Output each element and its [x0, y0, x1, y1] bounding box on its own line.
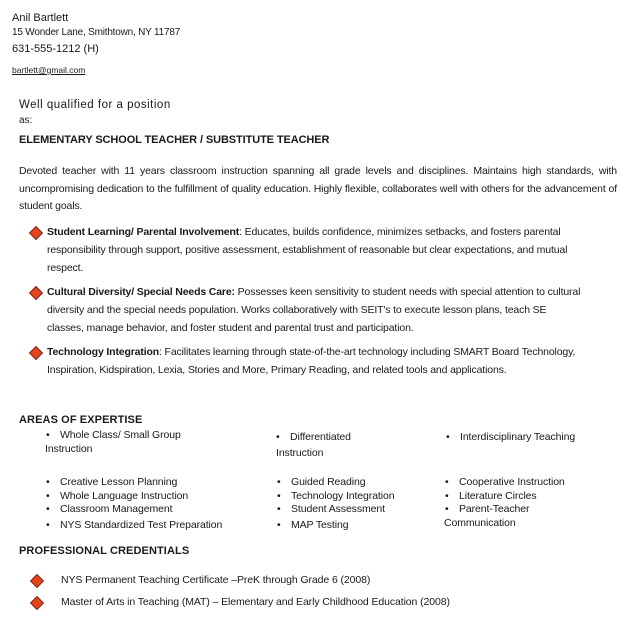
bullet-icon: •: [46, 429, 50, 441]
expertise-item: • MAP Testing: [277, 519, 349, 531]
expertise-item: • Classroom Management: [46, 503, 173, 515]
expertise-item: • Creative Lesson Planning: [46, 476, 178, 488]
contact-email-link[interactable]: bartlett@gmail.com: [12, 65, 86, 75]
contact-address: 15 Wonder Lane, Smithtown, NY 11787: [12, 27, 181, 38]
expertise-item: • Cooperative Instruction: [445, 476, 565, 488]
credential-item: Master of Arts in Teaching (MAT) – Elementary and Early Childhood Education (2008): [61, 596, 450, 608]
highlight-label: Technology Integration: [47, 346, 160, 358]
bullet-icon: •: [277, 519, 281, 531]
bullet-icon: •: [277, 503, 281, 515]
bullet-icon: •: [46, 490, 50, 502]
highlight-technology-integration: [47, 343, 582, 379]
diamond-bullet-icon: [29, 346, 43, 360]
bullet-icon: •: [445, 476, 449, 488]
expertise-item: • Literature Circles: [445, 490, 537, 502]
highlight-text: : Educates, builds confidence, minimizes setbacks, and fosters parental responsibility through support, positive assessment, establishment of reasonable but clear expectations, and mutual respect.: [47, 226, 568, 274]
highlight-cultural-diversity: [47, 283, 582, 337]
diamond-bullet-icon: [30, 596, 44, 610]
bullet-icon: •: [46, 503, 50, 515]
expertise-heading: AREAS OF EXPERTISE: [19, 414, 143, 426]
contact-phone: 631-555-1212 (H): [12, 43, 99, 55]
expertise-item-continued: Communication: [444, 517, 516, 529]
credentials-heading: PROFESSIONAL CREDENTIALS: [19, 545, 190, 557]
highlight-text: : Facilitates learning through state-of-the-art technology including SMART Board Technology, Inspiration, Kidspiration, Lexia, Stories and More, Primary Reading, and related tools and applications.: [47, 346, 576, 376]
expertise-item: • Student Assessment: [277, 503, 385, 515]
expertise-item: • Parent-Teacher: [445, 503, 530, 515]
expertise-item: • Interdisciplinary Teaching: [446, 431, 576, 443]
objective-intro: Well qualified for a position: [19, 99, 171, 111]
bullet-icon: •: [277, 490, 281, 502]
diamond-bullet-icon: [29, 286, 43, 300]
bullet-icon: •: [445, 503, 449, 515]
expertise-item: • NYS Standardized Test Preparation: [46, 519, 223, 531]
diamond-bullet-icon: [30, 574, 44, 588]
expertise-item: • Whole Class/ Small Group Instruction: [45, 429, 181, 455]
bullet-icon: •: [276, 431, 280, 443]
highlight-label: Student Learning/ Parental Involvement: [47, 226, 240, 238]
highlight-student-learning: [47, 223, 582, 277]
bullet-icon: •: [445, 490, 449, 502]
bullet-icon: •: [46, 476, 50, 488]
diamond-bullet-icon: [29, 226, 43, 240]
objective-as: as:: [19, 115, 33, 126]
credential-item: NYS Permanent Teaching Certificate –PreK through Grade 6 (2008): [61, 574, 371, 586]
bullet-icon: •: [277, 476, 281, 488]
contact-name: Anil Bartlett: [12, 12, 69, 24]
expertise-item: • Guided Reading: [277, 476, 366, 488]
highlight-text: Possesses keen sensitivity to student needs with special attention to cultural diversity and the special needs population. Works collaboratively with SEIT's to execute lesson plans, teach SE classes, manage behavior, and foster student and parental trust and participation.: [47, 286, 581, 334]
summary-paragraph: Devoted teacher with 11 years classroom instruction spanning all grade levels and disciplines. Maintains high standards, with uncompromising dedication to the fulfillment of quality education. Highly flexible, collaborates well with others for the advancement of student goals.: [19, 165, 617, 212]
expertise-item: • Differentiated Instruction: [276, 431, 351, 459]
expertise-item: • Technology Integration: [277, 490, 395, 502]
expertise-item: • Whole Language Instruction: [46, 490, 189, 502]
bullet-icon: •: [46, 519, 50, 531]
highlight-label: Cultural Diversity/ Special Needs Care:: [47, 286, 235, 298]
bullet-icon: •: [446, 431, 450, 443]
position-title: ELEMENTARY SCHOOL TEACHER / SUBSTITUTE TEACHER: [19, 134, 330, 146]
